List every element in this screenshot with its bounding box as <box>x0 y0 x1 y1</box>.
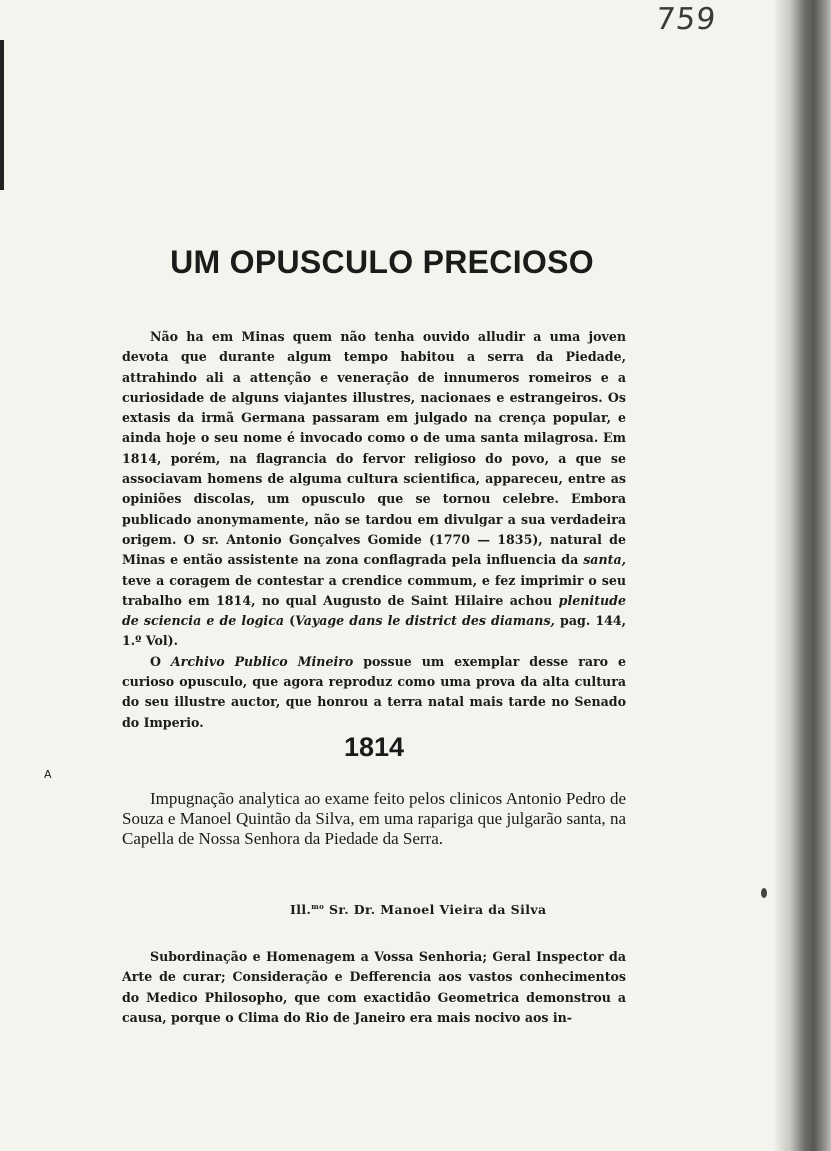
introduction <box>122 327 626 733</box>
intro-text-5: possue um exemplar desse raro e curioso opusculo, que agora reproduz como uma prova da alta cultura do seu illustre auctor, que honrou a terra natal mais tarde no Senado do Imperio. <box>122 653 626 730</box>
addressee <box>290 902 626 917</box>
addressee-prefix: Ill. <box>290 902 312 918</box>
page-title: UM OPUSCULO PRECIOSO <box>170 244 594 280</box>
intro-paragraph-2 <box>122 652 626 733</box>
intro-quote: plenitude de sciencia e de logica <box>122 592 626 629</box>
intro-paragraph-1 <box>122 327 626 652</box>
intro-text-4: pag. 144, 1.º Vol). <box>122 613 626 649</box>
intro-text-1: Não ha em Minas quem não tenha ouvido alludir a uma joven devota que durante algum tempo habitou a serra da Piedade, attrahindo ali a attenção e veneração de innumeros romeiros e a curiosidade de alguns viajantes illustres, nacionaes e estrangeiros. Os extasis da irmã Germana passaram em julgado na crença popular, e ainda hoje o seu nome é invocado como o de uma santa milagrosa. Em 1814, porém, na flagrancia do fervor religioso do povo, a que se associavam homens de alguma cultura scientifica, appareceu, entre as opiniões discolas, um opusculo que se tornou celebre. Embora publicado anonymamente, não se tardou em divulgar a sua verdadeira origem. O sr. Antonio Gonçalves Gomide (1770 — 1835), natural de Minas e então assistente na zona conflagrada pela influencia da <box>122 329 626 568</box>
body-paragraph: Subordinação e Homenagem a Vossa Senhoria; Geral Inspector da Arte de curar; Consideração e Defferencia aos vastos conhecimentos do Medico Philosopho, que com exactidão Geometrica demonstrou a causa, porque o Clima do Rio de Janeiro era mais nocivo aos in- <box>122 949 626 1025</box>
section-year: 1814 <box>343 732 405 762</box>
addressee-name: Sr. Dr. Manoel Vieira da Silva <box>324 902 547 918</box>
scan-speck <box>761 888 767 898</box>
intro-reference: Vayage dans le district des diamans, <box>295 613 555 629</box>
scan-binding-edge <box>773 0 831 1151</box>
intro-prefix: O <box>150 653 171 669</box>
scan-left-edge <box>0 40 4 190</box>
intro-text-2: teve a coragem de contestar a crendice commum, e fez imprimir o seu trabalho em 1814, no qual Augusto de Saint Hilaire achou <box>122 572 626 608</box>
archive-name: Archivo Publico Mineiro <box>170 653 354 669</box>
margin-mark: A <box>44 768 52 781</box>
work-subtitle: Impugnação analytica ao exame feito pelos clinicos Antonio Pedro de Souza e Manoel Quintão da Silva, em uma rapariga que julgarão santa, na Capella de Nossa Senhora da Piedade da Serra. <box>122 789 626 848</box>
page-number: 759 <box>654 2 719 37</box>
intro-santa: santa, <box>583 552 626 568</box>
intro-text-3: ( <box>284 613 296 629</box>
addressee-sup: mo <box>311 902 325 911</box>
